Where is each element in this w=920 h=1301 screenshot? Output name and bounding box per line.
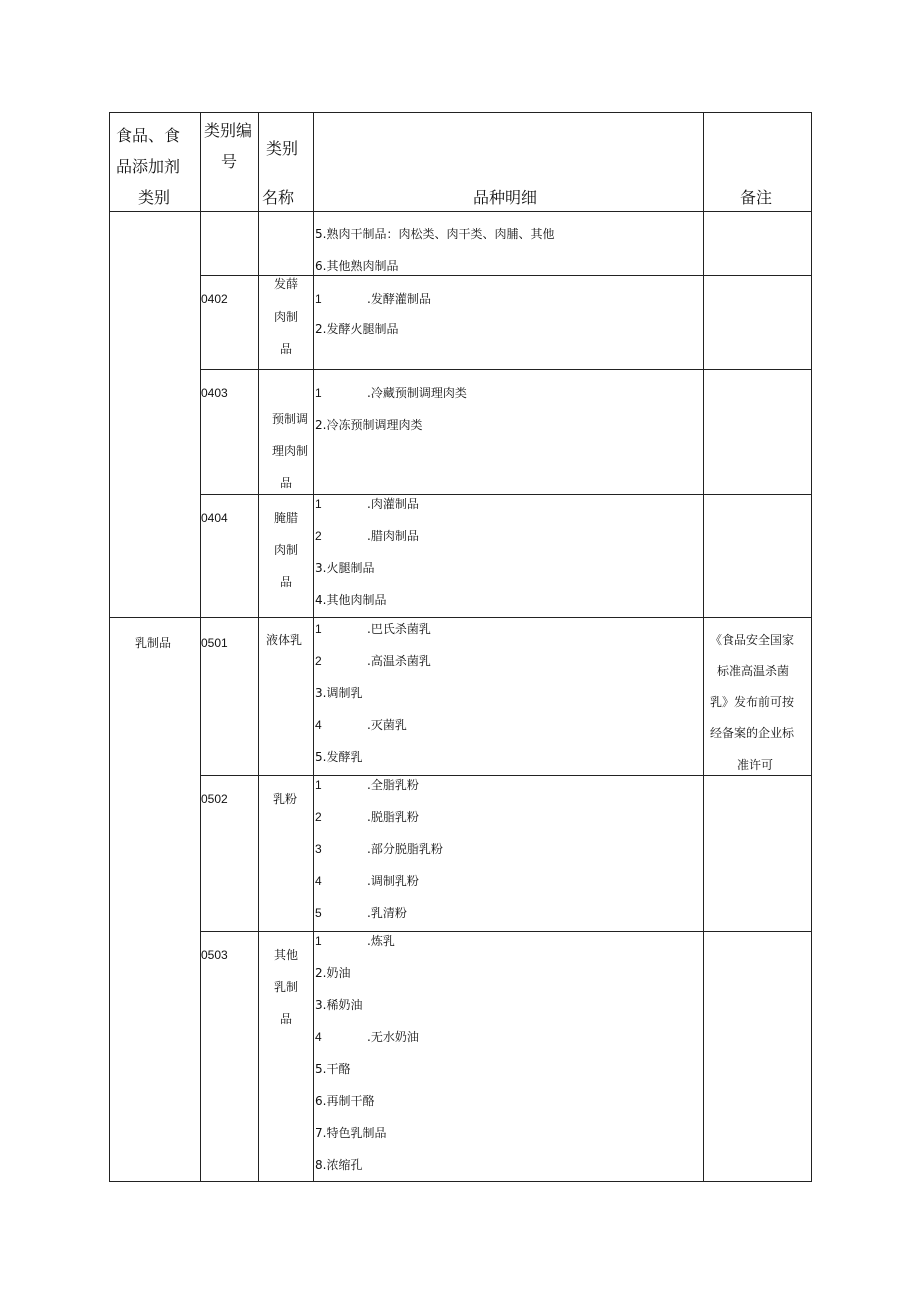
detail-item: .炼乳 [367, 934, 395, 948]
category-name-line1: 预制调 [272, 412, 309, 426]
category-name-line1: 发薛 [274, 277, 299, 291]
detail-item-number: 1 [315, 934, 322, 948]
category-name-line2: 乳制 [274, 980, 299, 994]
category-name-line1: 腌腊 [274, 511, 299, 525]
category-code: 0501 [201, 636, 228, 650]
detail-item: 4.其他肉制品 [315, 593, 387, 607]
remark-line5: 准许可 [737, 758, 774, 772]
category-name-line1: 其他 [274, 948, 299, 962]
category-name-line3: 品 [280, 575, 293, 589]
detail-item-number: 5 [315, 906, 322, 920]
detail-item: 8.浓缩孔 [315, 1158, 363, 1172]
detail-item-number: 1 [315, 497, 322, 511]
remark-line4: 经备案的企业标 [710, 726, 795, 740]
table-border-right [811, 112, 812, 1182]
detail-item: 3.火腿制品 [315, 561, 375, 575]
remark-line2: 标准高温杀菌 [717, 664, 790, 678]
table-border-bottom [109, 1181, 812, 1182]
detail-item: .乳清粉 [367, 906, 407, 920]
detail-item: 3.调制乳 [315, 686, 363, 700]
category-code: 0503 [201, 948, 228, 962]
column-rule-remark [703, 112, 704, 1182]
detail-item: .部分脱脂乳粉 [367, 842, 443, 856]
table-border-left [109, 112, 110, 1182]
header-name-line2: 名称 [262, 188, 295, 207]
category-name-line3: 品 [280, 1012, 293, 1026]
detail-item: .发酵灌制品 [367, 292, 431, 306]
detail-item: .高温杀菌乳 [367, 654, 431, 668]
detail-item: 3.稀奶油 [315, 998, 363, 1012]
remark-line1: 《食品安全国家 [710, 633, 795, 647]
row-rule-0503-top [200, 931, 812, 932]
row-rule-0403-top [200, 369, 812, 370]
header-category-line3: 类别 [138, 188, 171, 207]
detail-item: .巴氏杀菌乳 [367, 622, 431, 636]
header-category-line2: 品添加剂 [116, 157, 181, 176]
row-rule-0502-top [200, 775, 812, 776]
category-name-line2: 肉制 [274, 543, 299, 557]
header-code-line1: 类别编 [204, 121, 253, 140]
detail-item-number: 4 [315, 874, 322, 888]
category-name: 液体乳 [266, 633, 303, 647]
detail-item: .冷藏预制调理肉类 [367, 386, 467, 400]
table-border-top [109, 112, 812, 113]
category-name-line2: 肉制 [274, 310, 299, 324]
detail-item-number: 1 [315, 778, 322, 792]
detail-item-number: 4 [315, 1030, 322, 1044]
detail-item: 5.熟肉干制品：肉松类、肉干类、肉脯、其他 [315, 227, 555, 241]
detail-item: 6.再制干酪 [315, 1094, 375, 1108]
row-rule-0404-top [200, 494, 812, 495]
header-code-line2: 号 [221, 152, 238, 171]
header-bottom-rule [109, 211, 812, 212]
detail-item-number: 2 [315, 529, 322, 543]
header-category-line1: 食品、食 [116, 126, 181, 145]
category-name: 乳粉 [273, 792, 298, 806]
detail-item-number: 1 [315, 622, 322, 636]
detail-item: 2.发酵火腿制品 [315, 322, 399, 336]
row-rule-0402-top [200, 275, 812, 276]
detail-item: 5.干酪 [315, 1062, 351, 1076]
column-rule-detail [313, 112, 314, 1182]
detail-item: 5.发酵乳 [315, 750, 363, 764]
detail-item-number: 3 [315, 842, 322, 856]
detail-item: .腊肉制品 [367, 529, 419, 543]
detail-item: 2.冷冻预制调理肉类 [315, 418, 423, 432]
category-name-line3: 品 [280, 342, 293, 356]
detail-item-number: 2 [315, 654, 322, 668]
detail-item: 2.奶油 [315, 966, 351, 980]
detail-item: 7.特色乳制品 [315, 1126, 387, 1140]
detail-item: .脱脂乳粉 [367, 810, 419, 824]
detail-item: .肉灌制品 [367, 497, 419, 511]
category-code: 0403 [201, 386, 228, 400]
header-remark: 备注 [740, 188, 773, 207]
detail-item: .无水奶油 [367, 1030, 419, 1044]
category-name-line2: 理肉制 [272, 444, 309, 458]
detail-item: .全脂乳粉 [367, 778, 419, 792]
food-category-dairy: 乳制品 [135, 636, 172, 650]
detail-item-number: 1 [315, 292, 322, 306]
detail-item-number: 2 [315, 810, 322, 824]
detail-item-number: 1 [315, 386, 322, 400]
column-rule-name [258, 112, 259, 1182]
detail-item: 6.其他熟肉制品 [315, 259, 399, 273]
category-code: 0502 [201, 792, 228, 806]
detail-item: .调制乳粉 [367, 874, 419, 888]
category-name-line3: 品 [280, 476, 293, 490]
header-detail: 品种明细 [473, 188, 538, 207]
remark-line3: 乳》发布前可按 [710, 695, 795, 709]
header-name-line1: 类别 [266, 139, 299, 158]
category-code: 0404 [201, 511, 228, 525]
detail-item: .灭菌乳 [367, 718, 407, 732]
row-rule-dairy-top [109, 617, 812, 618]
category-code: 0402 [201, 292, 228, 306]
detail-item-number: 4 [315, 718, 322, 732]
